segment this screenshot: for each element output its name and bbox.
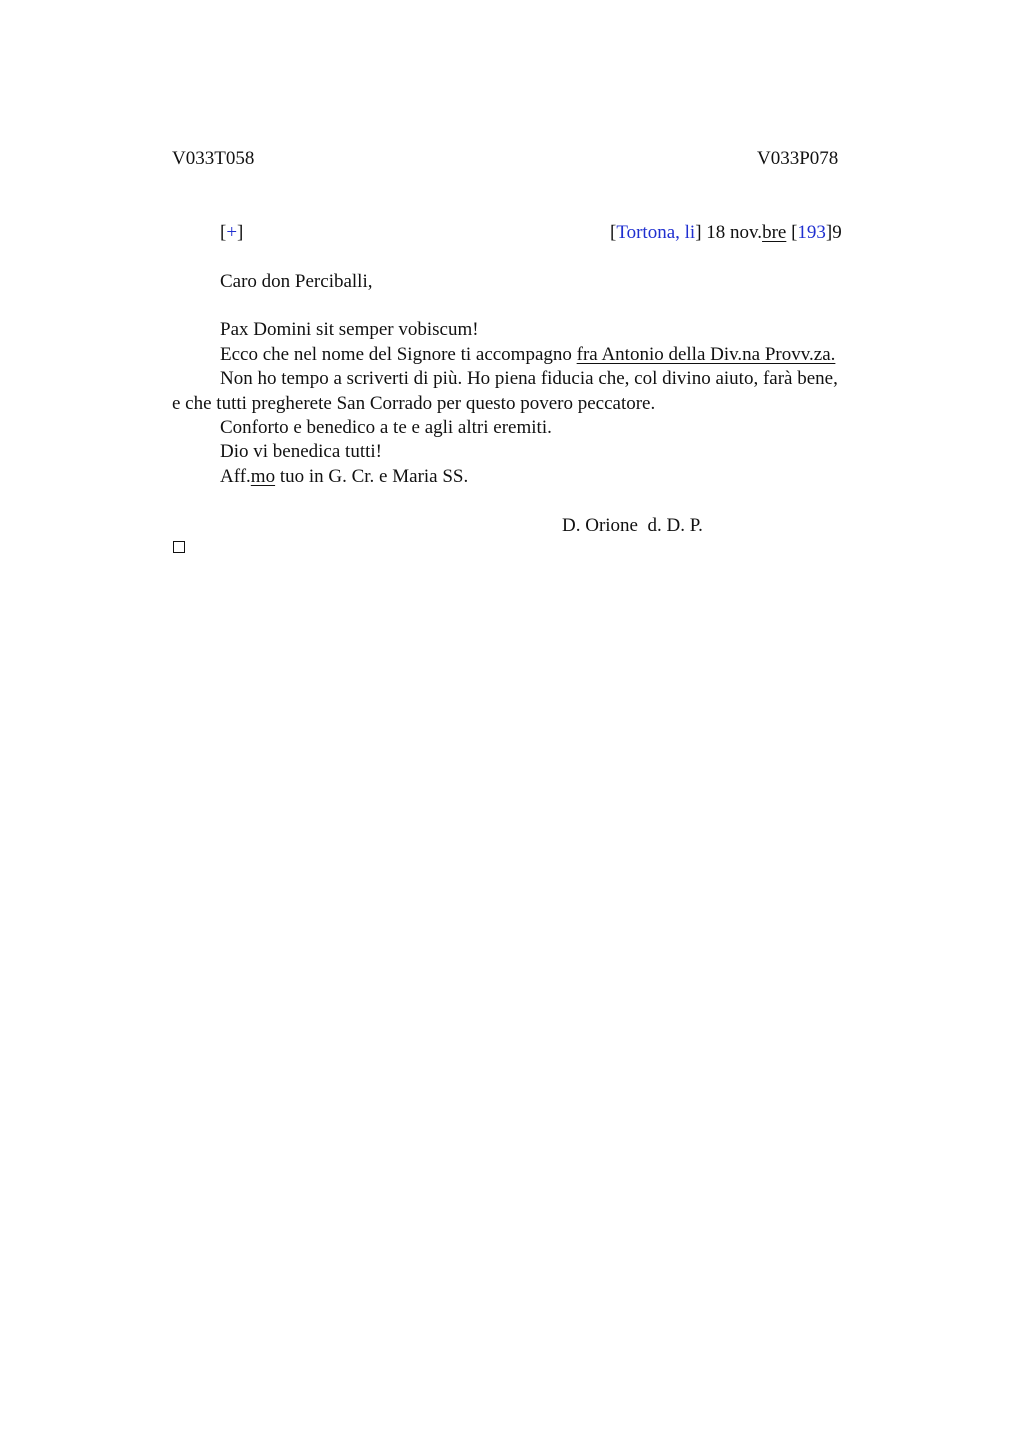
closing-line bbox=[220, 465, 468, 489]
cross-bracket-open: [ bbox=[220, 222, 227, 243]
document-code-right: V033P078 bbox=[757, 148, 839, 169]
checkbox-icon[interactable] bbox=[173, 541, 185, 553]
place-bracket-open: [ bbox=[610, 222, 617, 243]
body-line-1: Pax Domini sit semper vobiscum! bbox=[220, 319, 479, 340]
place-name: Tortona, li bbox=[616, 222, 696, 243]
body-line-5: Conforto e benedico a te e agli altri eremiti. bbox=[220, 417, 552, 438]
cross-symbol: + bbox=[226, 222, 238, 243]
body-line-6: Dio vi benedica tutti! bbox=[220, 441, 382, 462]
body-line-2-underlined: fra Antonio della Div.na Provv.za. bbox=[576, 344, 836, 365]
body-line-2 bbox=[220, 343, 835, 367]
year-bracket-open: [ bbox=[786, 222, 798, 243]
document-code-left: V033T058 bbox=[172, 148, 255, 169]
signature: D. Orione d. D. P. bbox=[562, 515, 703, 536]
year-partial: 193 bbox=[797, 222, 826, 243]
cross-mark bbox=[220, 221, 243, 245]
date-text: ] 18 nov. bbox=[695, 222, 763, 243]
month-suffix: bre bbox=[762, 222, 787, 243]
body-line-3: Non ho tempo a scriverti di più. Ho piena fiducia che, col divino aiuto, farà bene, bbox=[220, 368, 838, 389]
closing-suffix: tuo in G. Cr. e Maria SS. bbox=[275, 466, 469, 487]
body-line-2-text: Ecco che nel nome del Signore ti accompagno bbox=[220, 344, 577, 365]
salutation: Caro don Perciballi, bbox=[220, 271, 373, 292]
closing-underlined: mo bbox=[250, 466, 276, 487]
dateline bbox=[610, 221, 842, 245]
year-close: ]9 bbox=[825, 222, 842, 243]
body-line-4: e che tutti pregherete San Corrado per questo povero peccatore. bbox=[172, 393, 656, 414]
cross-bracket-close: ] bbox=[237, 222, 244, 243]
closing-prefix: Aff. bbox=[220, 466, 251, 487]
